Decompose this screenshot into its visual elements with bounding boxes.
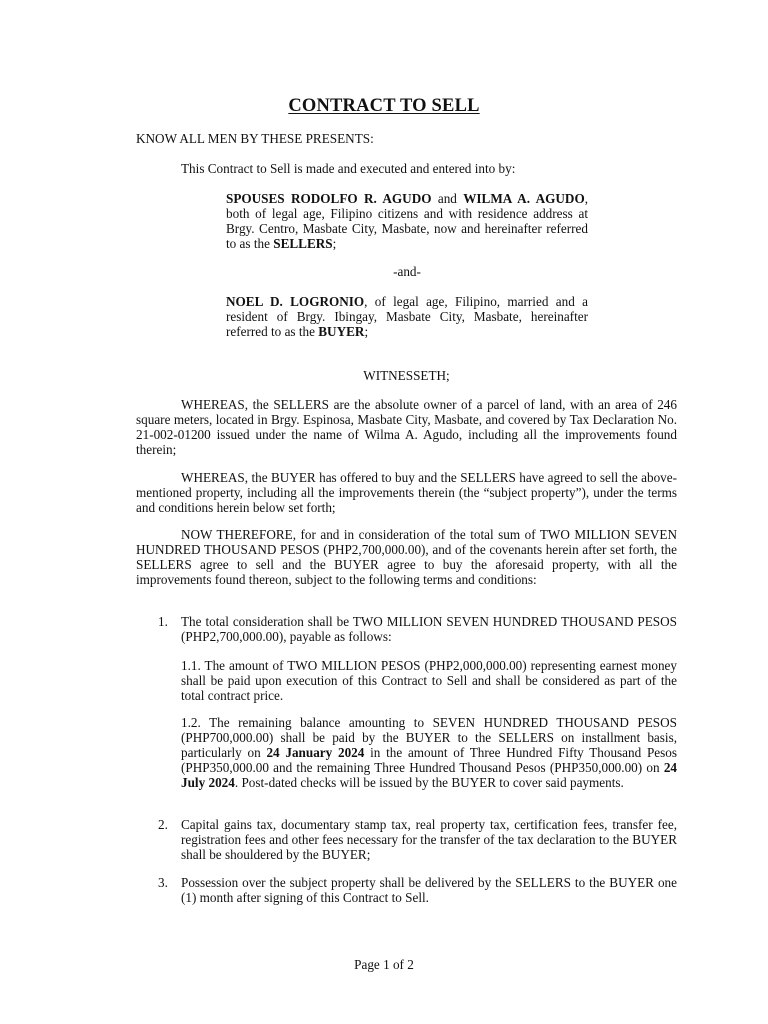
whereas-paragraph-1: WHEREAS, the SELLERS are the absolute owner of a parcel of land, with an area of 246 square meters, located in Brgy. Espinosa, Masbate City, Masbate, and covered by Tax Declaration No. 21-002-01200 issued under the name of Wilma A. Agudo, including all the improvements found therein; [136, 397, 677, 457]
buyer-paragraph: NOEL D. LOGRONIO, of legal age, Filipino, married and a resident of Brgy. Ibingay, Masbate City, Masbate, hereinafter referred to as the BUYER; [226, 294, 588, 339]
page-number-footer: Page 1 of 2 [354, 957, 414, 972]
intro-paragraph: This Contract to Sell is made and executed and entered into by: [181, 161, 516, 176]
item-1-1-text: 1.1. The amount of TWO MILLION PESOS (PHP2,000,000.00) representing earnest money shall be paid upon execution of this Contract to Sell and shall be considered as part of the total contract price. [181, 658, 677, 703]
document-title: CONTRACT TO SELL [288, 96, 480, 116]
item-1-2-text: 1.2. The remaining balance amounting to SEVEN HUNDRED THOUSAND PESOS (PHP700,000.00) shall be paid by the BUYER to the SELLERS on installment basis, particularly on 24 January 2024 in the amount of Three Hundred Fifty Thousand Pesos (PHP350,000.00 and the remaining Three Hundred Thousand Pesos (PHP350,000.00) on 24 July 2024. Post-dated checks will be issued by the BUYER to cover said payments. [181, 715, 677, 790]
installment-date-1: 24 January 2024 [266, 745, 365, 760]
and-separator: -and- [393, 264, 421, 279]
witnesseth-heading: WITNESSETH; [363, 368, 450, 383]
whereas-paragraph-2: WHEREAS, the BUYER has offered to buy and the SELLERS have agreed to sell the above-mentioned property, including all the improvements therein (the “subject property”), under the terms and conditions herein below set forth; [136, 470, 677, 515]
item-3-number: 3. [158, 875, 168, 890]
item-1-number: 1. [158, 614, 168, 629]
seller-name-1: SPOUSES RODOLFO R. AGUDO [226, 191, 432, 206]
sellers-role: SELLERS [273, 236, 333, 251]
buyer-name: NOEL D. LOGRONIO [226, 294, 365, 309]
installment-date-2: 24 July 2024 [181, 760, 677, 790]
item-3-text: Possession over the subject property shall be delivered by the SELLERS to the BUYER one (1) month after signing of this Contract to Sell. [181, 875, 677, 905]
buyer-role: BUYER [318, 324, 365, 339]
item-2-number: 2. [158, 817, 168, 832]
item-1-text: The total consideration shall be TWO MILLION SEVEN HUNDRED THOUSAND PESOS (PHP2,700,000.00), payable as follows: [181, 614, 677, 644]
seller-name-2: WILMA A. AGUDO [463, 191, 585, 206]
know-all-men-line: KNOW ALL MEN BY THESE PRESENTS: [136, 131, 374, 146]
now-therefore-paragraph: NOW THEREFORE, for and in consideration of the total sum of TWO MILLION SEVEN HUNDRED THOUSAND PESOS (PHP2,700,000.00), and of the covenants herein after set forth, the SELLERS agree to sell and the BUYER agree to buy the aforesaid property, with all the improvements found thereon, subject to the following terms and conditions: [136, 527, 677, 587]
item-2-text: Capital gains tax, documentary stamp tax, real property tax, certification fees, transfer fee, registration fees and other fees necessary for the transfer of the tax declaration to the BUYER shall be shouldered by the BUYER; [181, 817, 677, 862]
sellers-paragraph: SPOUSES RODOLFO R. AGUDO and WILMA A. AGUDO, both of legal age, Filipino citizens and with residence address at Brgy. Centro, Masbate City, Masbate, now and hereinafter referred to as the SELLERS; [226, 191, 588, 251]
